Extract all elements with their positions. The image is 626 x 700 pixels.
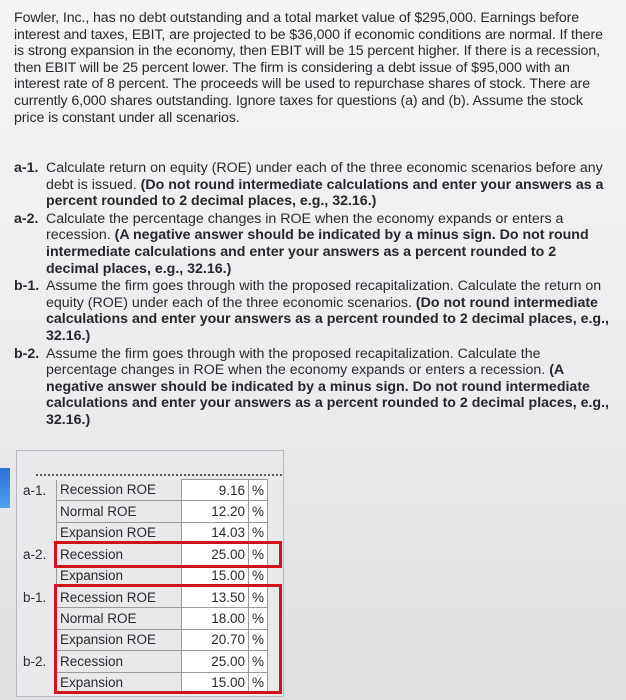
part-label [20,608,57,629]
part-label: a-2. [23,546,47,562]
side-tab[interactable] [0,468,10,508]
highlight-box-a2 [54,541,282,568]
answer-input[interactable]: 25.00 [182,544,249,565]
question-label: a-1. [14,160,39,176]
percent-unit: % [249,672,268,693]
answer-input[interactable]: 12.20 [182,501,249,522]
row-label: Recession [57,651,182,672]
question-b2 [14,346,610,429]
row-label: Normal ROE [57,501,182,522]
part-label: a-1. [23,482,47,498]
answer-input[interactable]: 13.50 [182,586,249,607]
question-instructions: (A negative answer should be indicated by a minus sign. Do not round intermediate calculations and enter your answers as a percent rounded to 2 decimal places, e.g., 32.16.) [46,362,609,428]
row-label: Expansion [57,565,182,586]
percent-unit: % [249,544,268,565]
percent-unit: % [249,522,268,543]
question-text: Calculate return on equity (ROE) under each of the three economic scenarios before any debt is issued. [46,160,603,193]
part-label [20,565,57,586]
percent-unit: % [249,480,268,501]
question-text: Calculate the percentage changes in ROE when the economy expands or enters a recession. [46,210,564,244]
part-label [20,522,57,543]
percent-unit: % [249,651,268,672]
answer-input[interactable]: 15.00 [182,672,249,693]
percent-unit: % [249,608,268,629]
row-label: Recession [57,544,182,565]
question-instructions: (Do not round intermediate calculations and enter your answers as a percent rounded to 2 decimal places, e.g., 32.16.) [46,176,604,210]
part-label [20,629,57,650]
answer-input[interactable]: 15.00 [182,565,249,586]
percent-unit: % [249,565,268,586]
question-label: b-1. [14,278,40,295]
table-row [20,501,268,522]
question-a1 [14,160,610,210]
part-label: b-1. [23,589,47,605]
question-instructions: (Do not round intermediate calculations and enter your answers as a percent rounded to 2 decimal places, e.g., 32.16.) [46,294,609,344]
part-label [20,672,57,693]
question-text: Assume the firm goes through with the proposed recapitalization. Calculate the return on equity (ROE) under each of the three economic scenarios. [46,278,602,311]
percent-unit: % [249,586,268,607]
percent-unit: % [249,629,268,650]
question-instructions: (A negative answer should be indicated by a minus sign. Do not round intermediate calculations and enter your answers as a percent rounded to 2 decimal places, e.g., 32.16.) [46,227,589,277]
problem-statement: Fowler, Inc., has no debt outstanding and a total market value of $295,000. Earnings before interest and taxes, EBIT, are projected to be $36,000 if economic conditions are normal. If there is strong expansion in the economy, then EBIT will be 15 percent higher. If there is a recession, then EBIT will be 25 percent lower. The firm is considering a debt issue of $95,000 with an interest rate of 8 percent. The proceeds will be used to repurchase shares of stock. There are currently 6,000 shares outstanding. Ignore taxes for questions (a) and (b). Assume the stock price is constant under all scenarios. [14,10,603,126]
answer-input[interactable]: 20.70 [182,629,249,650]
answer-input[interactable]: 9.16 [182,480,249,501]
row-label: Expansion ROE [57,629,182,650]
question-text: Assume the firm goes through with the proposed recapitalization. Calculate the percentage changes in ROE when the economy expands or enters a recession. [46,345,546,379]
highlight-box-b1-b2 [54,584,282,694]
answer-input[interactable]: 18.00 [182,608,249,629]
part-label: b-2. [23,653,47,669]
question-a2 [14,211,610,277]
table-row [20,480,268,501]
row-label: Normal ROE [57,608,182,629]
question-label: b-2. [14,345,40,362]
question-label: a-2. [14,210,39,227]
row-label: Recession ROE [57,480,182,501]
answer-input[interactable]: 14.03 [182,522,249,543]
question-b1 [14,278,610,344]
row-label: Expansion [57,672,182,693]
row-label: Expansion ROE [57,522,182,543]
answer-input[interactable]: 25.00 [182,651,249,672]
row-label: Recession ROE [57,586,182,607]
question-list [14,160,610,430]
part-label [20,501,57,522]
percent-unit: % [249,501,268,522]
